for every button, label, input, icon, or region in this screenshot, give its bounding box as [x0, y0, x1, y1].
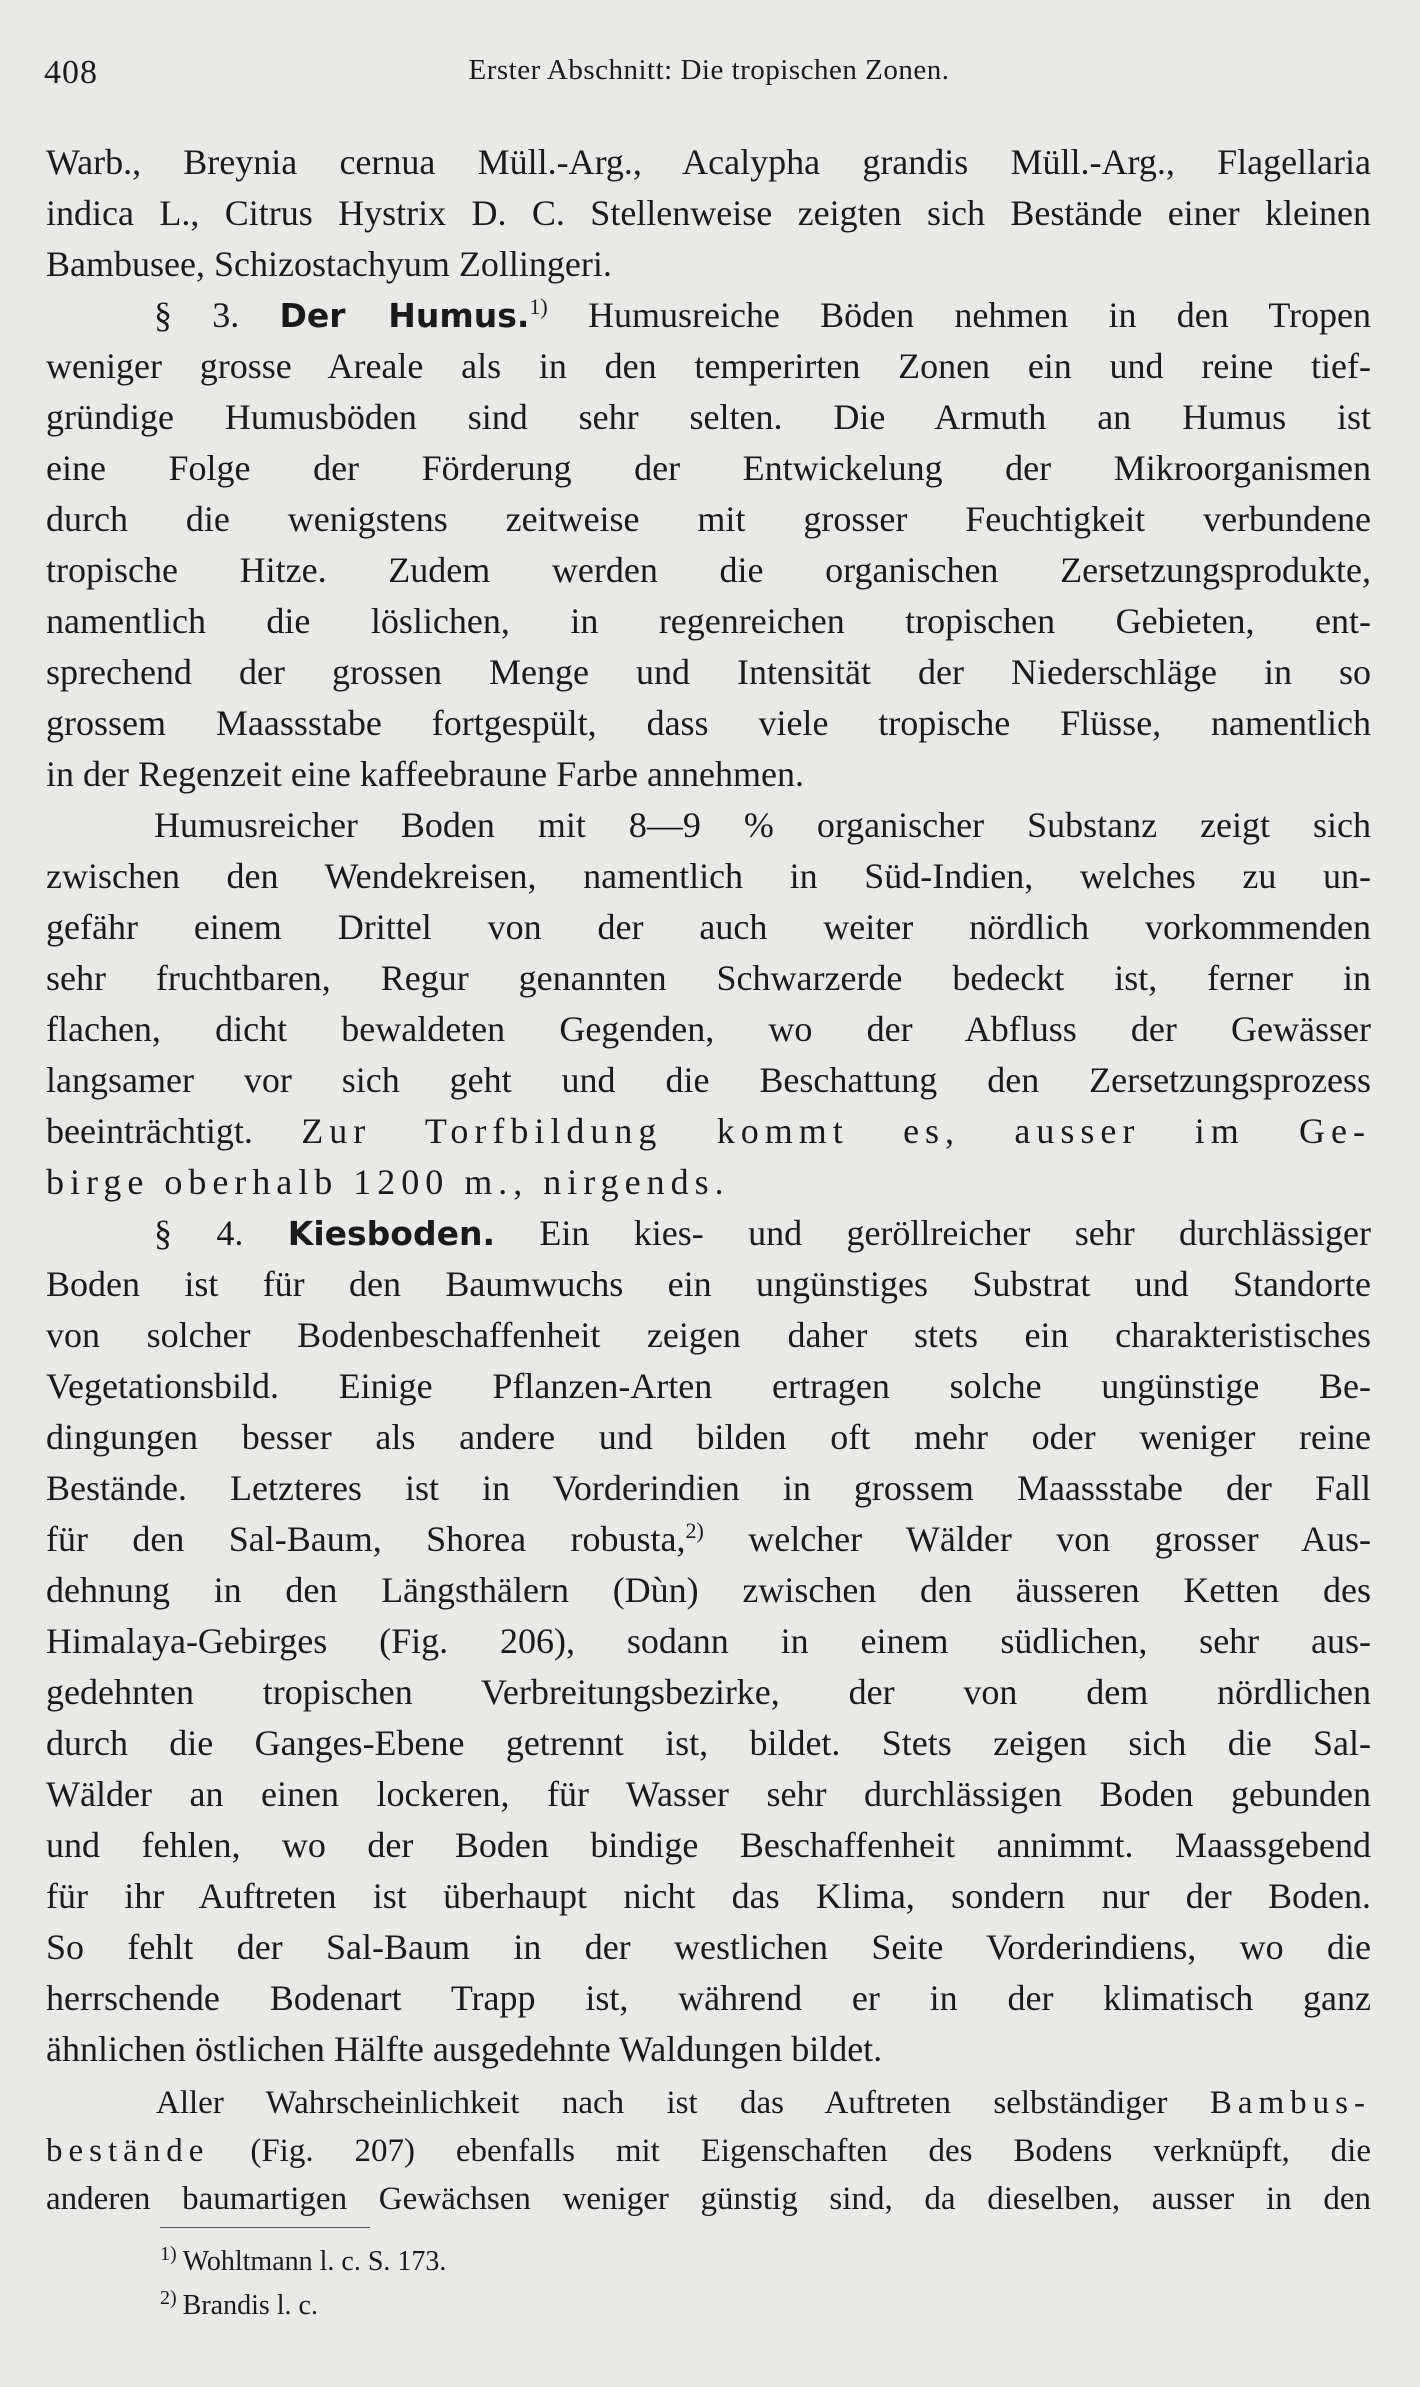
- text-line: und fehlen, wo der Boden bindige Beschaffenheit annimmt. Maassgebend: [46, 1825, 1371, 1865]
- text-span: für den Sal-Baum, Shorea robusta,: [46, 1519, 686, 1559]
- text-span: Aller Wahrscheinlichkeit nach ist das Auftreten selbständiger: [156, 2085, 1168, 2121]
- footnotes: [160, 2240, 446, 2328]
- footnote-ref: 1): [529, 294, 548, 319]
- text-line: Humusreicher Boden mit 8—9 % organischer Substanz zeigt sich: [154, 805, 1371, 845]
- footnote-mark: 1): [160, 2242, 177, 2265]
- text-line: herrschende Bodenart Trapp ist, während er in der klimatisch ganz: [46, 1978, 1371, 2018]
- section-title: Der Humus.: [279, 296, 530, 335]
- text-line: namentlich die löslichen, in regenreichen tropischen Gebieten, ent-: [46, 601, 1371, 641]
- footnote: [160, 2284, 446, 2328]
- footnote-ref: 2): [685, 1518, 704, 1543]
- text-line: durch die wenigstens zeitweise mit grosser Feuchtigkeit verbundene: [46, 499, 1371, 539]
- text-span: beeinträchtigt.: [46, 1111, 253, 1151]
- spaced-text: Zur Torfbildung kommt es, ausser im Ge-: [301, 1111, 1372, 1151]
- page-header: [44, 48, 1374, 98]
- text-line: sehr fruchtbaren, Regur genannten Schwarzerde bedeckt ist, ferner in: [46, 958, 1371, 998]
- section-heading-line: [46, 1208, 1371, 1259]
- text-line: Warb., Breynia cernua Müll.-Arg., Acalypha grandis Müll.-Arg., Flagellaria: [46, 142, 1371, 182]
- text-line: durch die Ganges-Ebene getrennt ist, bildet. Stets zeigen sich die Sal-: [46, 1723, 1371, 1763]
- footnote: [160, 2240, 446, 2284]
- spaced-text: bestände: [46, 2133, 210, 2169]
- text-line: in der Regenzeit eine kaffeebraune Farbe annehmen.: [46, 754, 804, 794]
- text-line: indica L., Citrus Hystrix D. C. Stellenweise zeigten sich Bestände einer kleinen: [46, 193, 1371, 233]
- text-line: Bestände. Letzteres ist in Vorderindien in grossem Maassstabe der Fall: [46, 1468, 1371, 1508]
- text-span: welcher Wälder von grosser Aus-: [748, 1519, 1371, 1559]
- text-line: Boden ist für den Baumwuchs ein ungünstiges Substrat und Standorte: [46, 1264, 1371, 1304]
- text-line: Himalaya-Gebirges (Fig. 206), sodann in einem südlichen, sehr aus-: [46, 1621, 1371, 1661]
- text-line: zwischen den Wendekreisen, namentlich in Süd-Indien, welches zu un-: [46, 856, 1371, 896]
- text-span: Humusreiche Böden nehmen in den Tropen: [587, 295, 1372, 335]
- text-line: sprechend der grossen Menge und Intensität der Niederschläge in so: [46, 652, 1371, 692]
- spaced-text: birge oberhalb 1200 m., nirgends.: [46, 1162, 730, 1202]
- text-line: gefähr einem Drittel von der auch weiter nördlich vorkommenden: [46, 907, 1371, 947]
- text-line: gründige Humusböden sind sehr selten. Die Armuth an Humus ist: [46, 397, 1371, 437]
- text-line: [46, 1514, 1371, 1565]
- text-line: tropische Hitze. Zudem werden die organischen Zersetzungsprodukte,: [46, 550, 1371, 590]
- text-line: gedehnten tropischen Verbreitungsbezirke, der von dem nördlichen: [46, 1672, 1371, 1712]
- small-text-line: [46, 2127, 1371, 2175]
- text-line: dingungen besser als andere und bilden oft mehr oder weniger reine: [46, 1417, 1371, 1457]
- footnote-mark: 2): [160, 2286, 177, 2309]
- text-line: [46, 1106, 1371, 1157]
- text-span: Ein kies- und geröllreicher sehr durchlässiger: [539, 1213, 1371, 1253]
- section-mark: § 4.: [154, 1213, 244, 1253]
- page-number: 408: [44, 54, 98, 91]
- small-text-line: anderen baumartigen Gewächsen weniger günstig sind, da dieselben, ausser in den: [46, 2181, 1371, 2217]
- footnote-rule: [160, 2227, 370, 2228]
- text-line: So fehlt der Sal-Baum in der westlichen Seite Vorderindiens, wo die: [46, 1927, 1371, 1967]
- text-line: ähnlichen östlichen Hälfte ausgedehnte Waldungen bildet.: [46, 2029, 883, 2069]
- body-text: [46, 137, 1371, 2223]
- small-text-line: [46, 2079, 1371, 2127]
- footnote-text: Wohltmann l. c. S. 173.: [182, 2246, 447, 2277]
- text-line: für ihr Auftreten ist überhaupt nicht das Klima, sondern nur der Boden.: [46, 1876, 1371, 1916]
- text-line: dehnung in den Längsthälern (Dùn) zwischen den äusseren Ketten des: [46, 1570, 1371, 1610]
- text-line: eine Folge der Förderung der Entwickelung der Mikroorganismen: [46, 448, 1371, 488]
- running-head: Erster Abschnitt: Die tropischen Zonen.: [468, 54, 950, 86]
- text-line: grossem Maassstabe fortgespült, dass viele tropische Flüsse, namentlich: [46, 703, 1371, 743]
- text-line: langsamer vor sich geht und die Beschattung den Zersetzungsprozess: [46, 1060, 1371, 1100]
- section-mark: § 3.: [154, 295, 240, 335]
- text-line: von solcher Bodenbeschaffenheit zeigen daher stets ein charakteristisches: [46, 1315, 1371, 1355]
- text-line: Vegetationsbild. Einige Pflanzen-Arten ertragen solche ungünstige Be-: [46, 1366, 1371, 1406]
- footnote-text: Brandis l. c.: [182, 2290, 318, 2321]
- text-span: (Fig. 207) ebenfalls mit Eigenschaften des Bodens verknüpft, die: [250, 2133, 1371, 2169]
- text-line: Wälder an einen lockeren, für Wasser sehr durchlässigen Boden gebunden: [46, 1774, 1371, 1814]
- section-title: Kiesboden.: [287, 1214, 495, 1253]
- text-line: weniger grosse Areale als in den temperirten Zonen ein und reine tief-: [46, 346, 1371, 386]
- section-heading-line: [46, 290, 1371, 341]
- text-line: Bambusee, Schizostachyum Zollingeri.: [46, 244, 612, 284]
- text-line: flachen, dicht bewaldeten Gegenden, wo der Abfluss der Gewässer: [46, 1009, 1371, 1049]
- spaced-text: Bambus-: [1209, 2085, 1371, 2121]
